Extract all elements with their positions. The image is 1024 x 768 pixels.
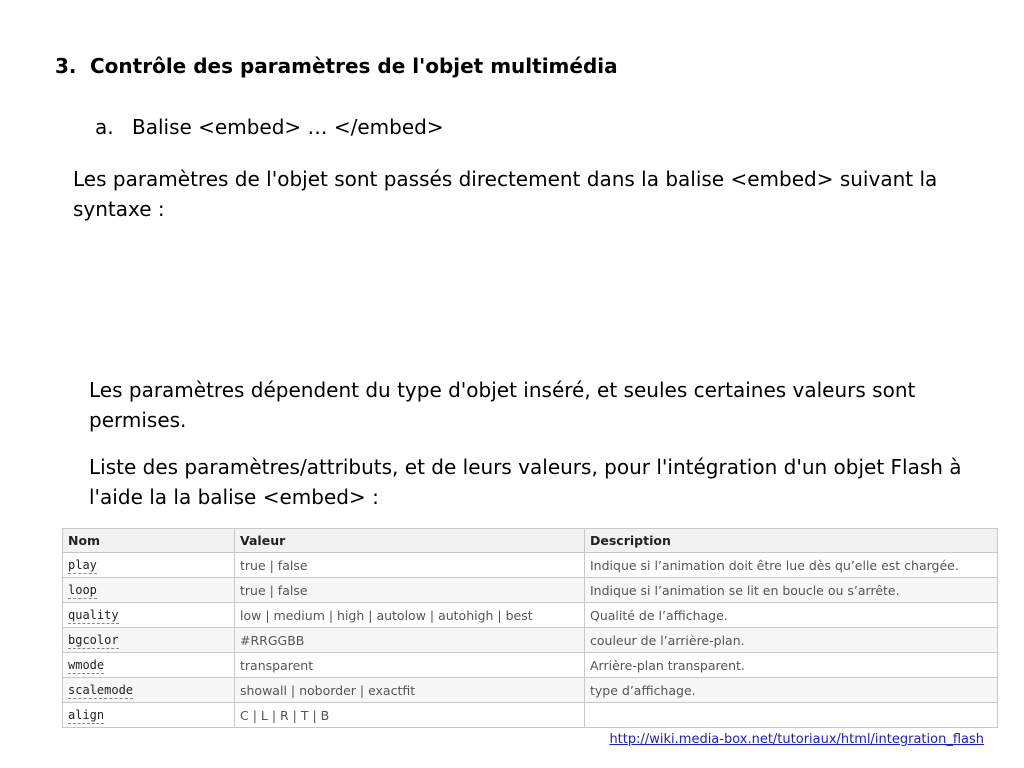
param-description: Arrière-plan transparent. xyxy=(585,653,998,678)
param-description: Indique si l’animation doit être lue dès qu’elle est chargée. xyxy=(585,553,998,578)
subsection-title: Balise <embed> … </embed> xyxy=(132,115,444,139)
section-heading xyxy=(55,54,618,78)
param-value: C | L | R | T | B xyxy=(235,703,585,728)
param-value: low | medium | high | autolow | autohigh | best xyxy=(235,603,585,628)
table-row xyxy=(63,703,998,728)
subsection-heading xyxy=(95,115,444,139)
param-name: bgcolor xyxy=(63,628,235,653)
param-name: wmode xyxy=(63,653,235,678)
table-row xyxy=(63,578,998,603)
source-link[interactable]: http://wiki.media-box.net/tutoriaux/html/integration_flash xyxy=(609,732,984,747)
subsection-number: a. xyxy=(95,115,114,139)
depend-paragraph: Les paramètres dépendent du type d'objet inséré, et seules certaines valeurs sont permises. xyxy=(89,378,916,432)
param-description: type d’affichage. xyxy=(585,678,998,703)
param-name: align xyxy=(63,703,235,728)
param-value: #RRGGBB xyxy=(235,628,585,653)
table-header-row xyxy=(63,529,998,553)
param-description xyxy=(585,703,998,728)
param-name: scalemode xyxy=(63,678,235,703)
parameters-table xyxy=(62,528,998,728)
param-value: transparent xyxy=(235,653,585,678)
table-row xyxy=(63,553,998,578)
table-row xyxy=(63,678,998,703)
intro-paragraph: Les paramètres de l'objet sont passés directement dans la balise <embed> suivant la syntaxe : xyxy=(73,167,938,221)
param-value: showall | noborder | exactfit xyxy=(235,678,585,703)
header-nom: Nom xyxy=(63,529,235,553)
param-value: true | false xyxy=(235,578,585,603)
section-title: Contrôle des paramètres de l'objet multimédia xyxy=(90,54,618,78)
header-description: Description xyxy=(585,529,998,553)
header-valeur: Valeur xyxy=(235,529,585,553)
param-value: true | false xyxy=(235,553,585,578)
param-name: quality xyxy=(63,603,235,628)
param-name: play xyxy=(63,553,235,578)
param-description: Indique si l’animation se lit en boucle ou s’arrête. xyxy=(585,578,998,603)
section-number: 3. xyxy=(55,54,77,78)
param-name: loop xyxy=(63,578,235,603)
table-row xyxy=(63,603,998,628)
param-description: Qualité de l’affichage. xyxy=(585,603,998,628)
table-row xyxy=(63,653,998,678)
list-paragraph: Liste des paramètres/attributs, et de leurs valeurs, pour l'intégration d'un objet Flash à l'aide la la balise <embed> : xyxy=(89,455,962,509)
table-row xyxy=(63,628,998,653)
param-description: couleur de l’arrière-plan. xyxy=(585,628,998,653)
